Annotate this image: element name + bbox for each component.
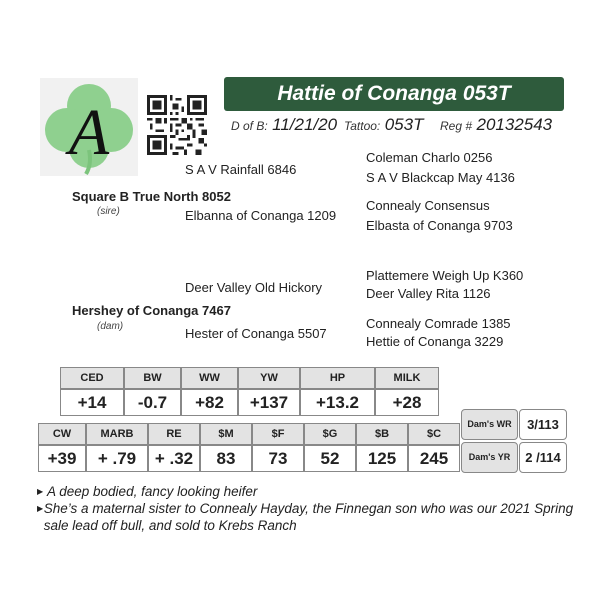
- logo-letter: A: [68, 96, 110, 169]
- epd-header: CW: [38, 423, 86, 445]
- sire-label: (sire): [97, 206, 120, 217]
- sire-dam: Elbanna of Conanga 1209: [185, 208, 337, 223]
- epd-header: MARB: [86, 423, 148, 445]
- epd-value: + .79: [86, 445, 148, 472]
- tattoo-value: 053T: [384, 115, 424, 134]
- dam-sire: Deer Valley Old Hickory: [185, 280, 323, 295]
- epd-value: 73: [252, 445, 304, 472]
- tattoo-label: Tattoo:: [344, 119, 381, 133]
- epd-value: +28: [375, 389, 439, 416]
- dam-sire-dam: Deer Valley Rita 1126: [366, 286, 491, 301]
- bullet-icon: ▶: [37, 487, 44, 496]
- note-text: A deep bodied, fancy looking heifer: [47, 484, 258, 499]
- epd-header: RE: [148, 423, 200, 445]
- dam-dam: Hester of Conanga 5507: [185, 326, 327, 341]
- sire-dam-dam: Elbasta of Conanga 9703: [366, 218, 513, 233]
- sire-sire-dam: S A V Blackcap May 4136: [366, 170, 515, 185]
- dam-ratios: [461, 409, 566, 473]
- epd-value: +39: [38, 445, 86, 472]
- epd-header: CED: [60, 367, 124, 389]
- reg-field: [440, 115, 552, 135]
- note-item: [37, 500, 577, 534]
- epd-header: $B: [356, 423, 408, 445]
- reg-value: 20132543: [476, 115, 553, 134]
- epd-value: +13.2: [300, 389, 375, 416]
- epd-table-carcass: [38, 423, 460, 472]
- logo: [40, 78, 138, 176]
- reg-label: Reg #: [440, 119, 473, 133]
- epd-header: $C: [408, 423, 460, 445]
- shamrock-icon: [40, 78, 138, 176]
- epd-table-growth: [60, 367, 439, 416]
- dam-dam-sire: Connealy Comrade 1385: [366, 316, 511, 331]
- animal-name: Hattie of Conanga 053T: [224, 77, 564, 111]
- qr-code: [147, 95, 207, 155]
- epd-header: $M: [200, 423, 252, 445]
- dam-yr-label: Dam's YR: [461, 442, 518, 473]
- epd-value: +137: [238, 389, 300, 416]
- note-item: [37, 483, 577, 500]
- epd-value: 245: [408, 445, 460, 472]
- epd-value: +82: [181, 389, 238, 416]
- epd-value: 125: [356, 445, 408, 472]
- note-text: She’s a maternal sister to Connealy Hayday, the Finnegan son who was our 2021 Spring sale lead off bull, and sold to Krebs Ranch: [43, 501, 574, 533]
- sire-name: Square B True North 8052: [72, 189, 231, 204]
- dob-label: D of B:: [231, 119, 268, 133]
- epd-value: 52: [304, 445, 356, 472]
- epd-header: HP: [300, 367, 375, 389]
- notes-list: [37, 483, 577, 534]
- dam-yr-value: 2 /114: [519, 442, 567, 473]
- epd-value: 83: [200, 445, 252, 472]
- dam-wr-label: Dam's WR: [461, 409, 518, 440]
- epd-header: MILK: [375, 367, 439, 389]
- dam-name: Hershey of Conanga 7467: [72, 303, 231, 318]
- epd-value: -0.7: [124, 389, 181, 416]
- epd-value: +14: [60, 389, 124, 416]
- epd-header: $G: [304, 423, 356, 445]
- sire-sire-sire: Coleman Charlo 0256: [366, 150, 493, 165]
- dam-sire-sire: Plattemere Weigh Up K360: [366, 268, 524, 283]
- dob-value: 11/21/20: [272, 115, 338, 134]
- epd-header: WW: [181, 367, 238, 389]
- epd-value: + .32: [148, 445, 200, 472]
- dam-dam-dam: Hettie of Conanga 3229: [366, 334, 504, 349]
- dob-field: [231, 115, 337, 135]
- epd-header: BW: [124, 367, 181, 389]
- sire-dam-sire: Connealy Consensus: [366, 198, 490, 213]
- bullet-icon: ▶: [37, 504, 44, 513]
- sire-sire: S A V Rainfall 6846: [185, 162, 297, 177]
- tattoo-field: [344, 115, 423, 135]
- epd-header: $F: [252, 423, 304, 445]
- epd-header: YW: [238, 367, 300, 389]
- dam-wr-value: 3/113: [519, 409, 567, 440]
- dam-label: (dam): [97, 321, 124, 332]
